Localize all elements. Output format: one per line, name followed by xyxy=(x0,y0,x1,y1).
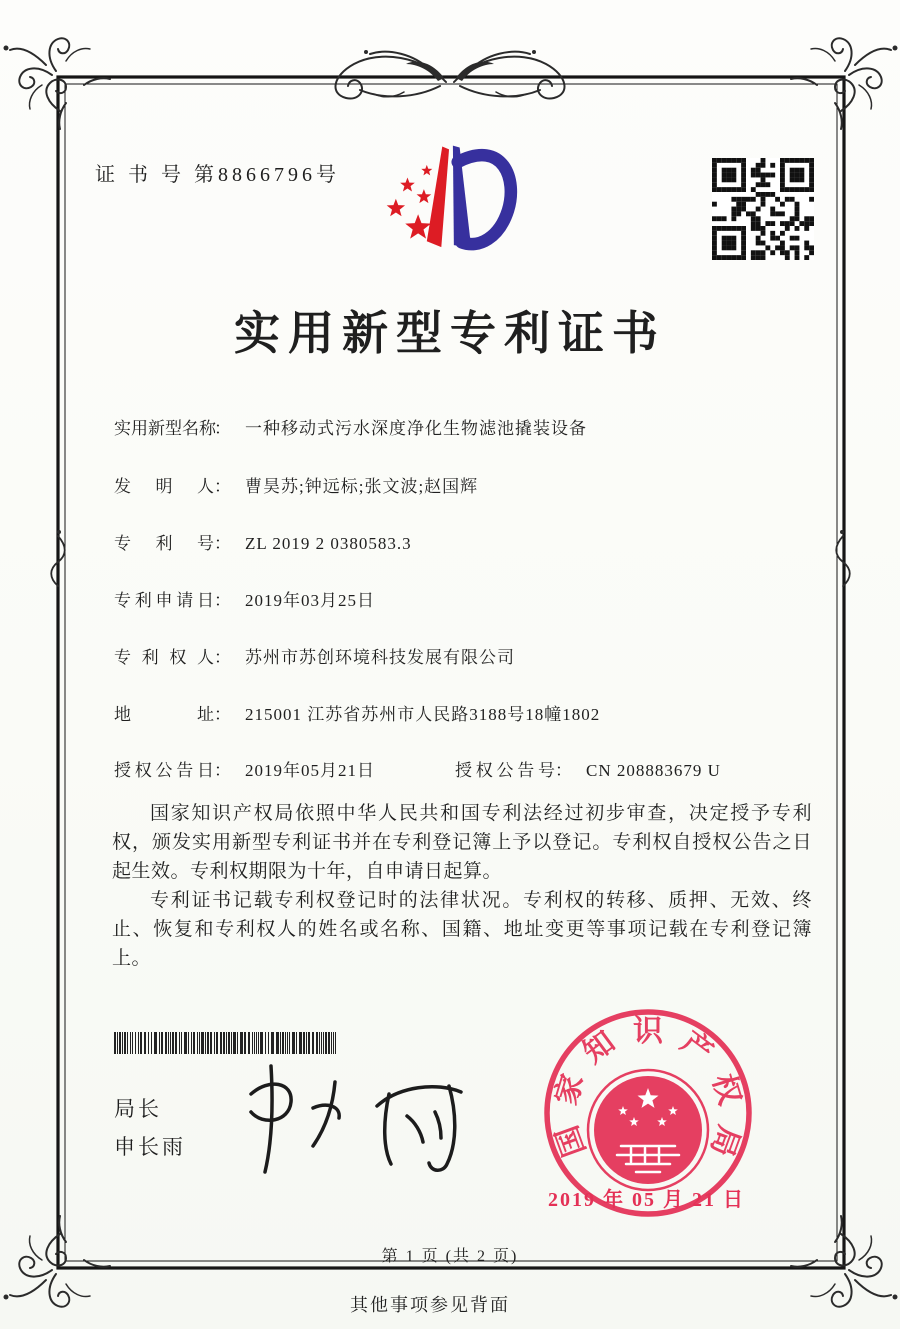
footer-note: 其他事项参见背面 xyxy=(350,1295,510,1315)
field-row-filing-date xyxy=(114,586,375,611)
field-row-patent-number xyxy=(114,529,412,554)
field-label: 实用新型名称 xyxy=(114,419,216,438)
legal-paragraph-2: 专利证书记载专利权登记时的法律状况。专利权的转移、质押、无效、终止、恢复和专利权人的姓名或名称、国籍、地址变更等事项记载在专利登记簿上。 xyxy=(112,890,812,969)
certificate-title: 实用新型专利证书 xyxy=(234,308,666,359)
legal-text xyxy=(112,799,812,973)
barcode xyxy=(114,1032,340,1054)
cnipa-logo xyxy=(350,133,550,278)
svg-text:识: 识 xyxy=(633,1014,663,1048)
field-colon: ： xyxy=(214,419,231,438)
field-value: 苏州市苏创环境科技发展有限公司 xyxy=(245,648,515,667)
field-colon: ： xyxy=(214,648,231,667)
field-value: 2019年05月21日 xyxy=(245,761,375,780)
field-label: 专利申请日 xyxy=(114,591,214,610)
field-colon: ： xyxy=(555,761,572,780)
svg-text:产: 产 xyxy=(674,1025,719,1070)
svg-text:局: 局 xyxy=(704,1121,746,1161)
field-value: 2019年03月25日 xyxy=(245,591,375,610)
field-label: 授权公告号 xyxy=(455,761,555,780)
legal-paragraph-1: 国家知识产权局依照中华人民共和国专利法经过初步审查，决定授予专利权，颁发实用新型专利证书并在专利登记簿上予以登记。专利权自授权公告之日起生效。专利权期限为十年，自申请日起算。 xyxy=(112,803,812,882)
field-row-patentee xyxy=(114,643,515,668)
commissioner-signature xyxy=(235,1058,485,1178)
field-label: 授权公告日 xyxy=(114,761,214,780)
qr-code xyxy=(712,158,814,260)
field-value: CN 208883679 U xyxy=(586,761,721,780)
field-colon: ： xyxy=(214,477,231,496)
field-label: 专利权人 xyxy=(114,648,214,667)
svg-text:知: 知 xyxy=(577,1025,622,1070)
commissioner-name: 申长雨 xyxy=(114,1136,186,1159)
seal-date: 2019 年 05 月 21 日 xyxy=(548,1189,745,1211)
field-label: 地址 xyxy=(114,705,214,724)
commissioner-title: 局长 xyxy=(114,1098,162,1121)
field-row-grant-date xyxy=(114,756,375,781)
field-label: 专利号 xyxy=(114,534,214,553)
field-colon: ： xyxy=(214,761,231,780)
field-colon: ： xyxy=(214,534,231,553)
field-value: 曹昊苏;钟远标;张文波;赵国辉 xyxy=(245,477,479,496)
field-value: 215001 江苏省苏州市人民路3188号18幢1802 xyxy=(245,705,601,724)
page-number: 第 1 页 (共 2 页) xyxy=(381,1248,519,1265)
field-row-address xyxy=(114,700,600,725)
field-row-invention-name xyxy=(114,414,587,439)
certificate-number: 证 书 号 第8866796号 xyxy=(95,164,340,186)
svg-text:权: 权 xyxy=(706,1070,747,1109)
svg-text:国: 国 xyxy=(550,1121,592,1161)
field-row-inventors xyxy=(114,472,478,497)
national-emblem xyxy=(588,1070,708,1190)
field-row-grant-number xyxy=(455,756,721,781)
svg-text:家: 家 xyxy=(549,1070,590,1109)
field-value: ZL 2019 2 0380583.3 xyxy=(245,534,412,553)
field-colon: ： xyxy=(214,591,231,610)
field-colon: ： xyxy=(214,705,231,724)
field-value: 一种移动式污水深度净化生物滤池撬装设备 xyxy=(245,419,587,438)
field-label: 发明人 xyxy=(114,477,214,496)
